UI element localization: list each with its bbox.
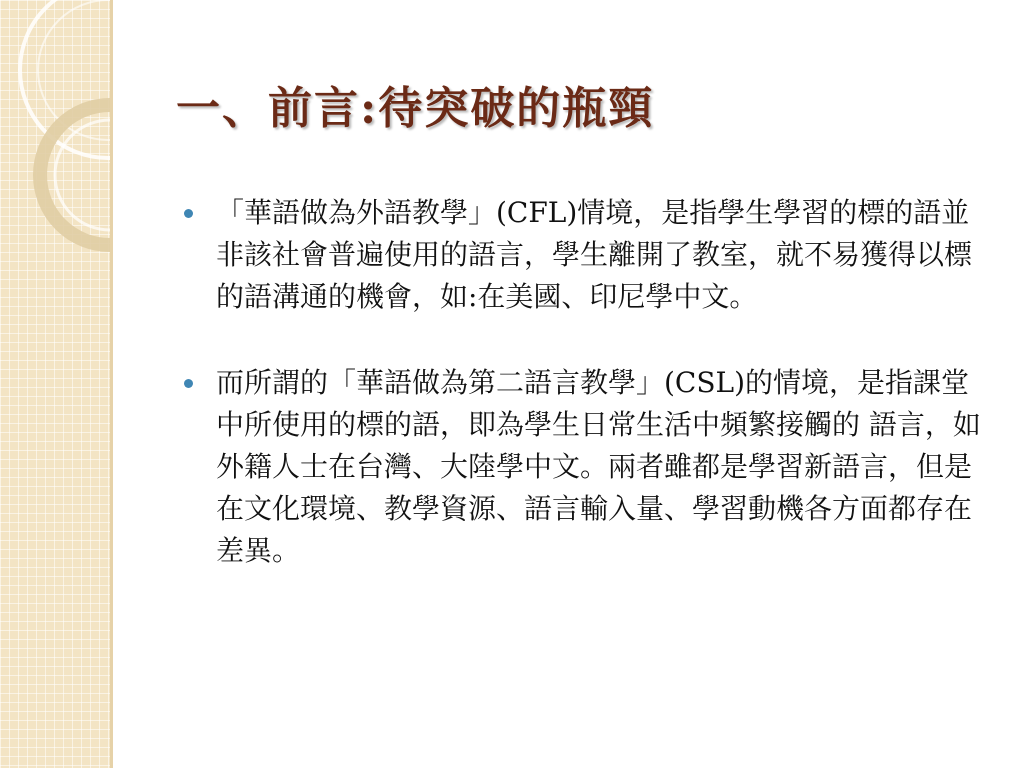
- bullet-item-cfl: [178, 192, 990, 318]
- decorative-sidebar: [0, 0, 113, 768]
- bullet-text: 而所謂的「華語做為第二語言教學」(CSL)的情境，是指課堂中所使用的標的語，即為學生日常生活中頻繁接觸的 語言，如外籍人士在台灣、大陸學中文。兩者雖都是學習新語言，但是在文化環境、教學資源、語言輸入量、學習動機各方面都存在差異。: [216, 366, 981, 567]
- bullet-list: [178, 192, 990, 616]
- round-bullet-icon: [184, 209, 193, 218]
- sidebar-edge: [110, 0, 113, 768]
- bullet-item-csl: [178, 362, 990, 572]
- slide-title: 一、前言:待突破的瓶頸: [176, 83, 655, 134]
- round-bullet-icon: [184, 379, 193, 388]
- circle-rings-decoration: [0, 0, 113, 768]
- bullet-text: 「華語做為外語教學」(CFL)情境，是指學生學習的標的語並非該社會普遍使用的語言，學生離開了教室，就不易獲得以標的語溝通的機會，如:在美國、印尼學中文。: [216, 196, 973, 313]
